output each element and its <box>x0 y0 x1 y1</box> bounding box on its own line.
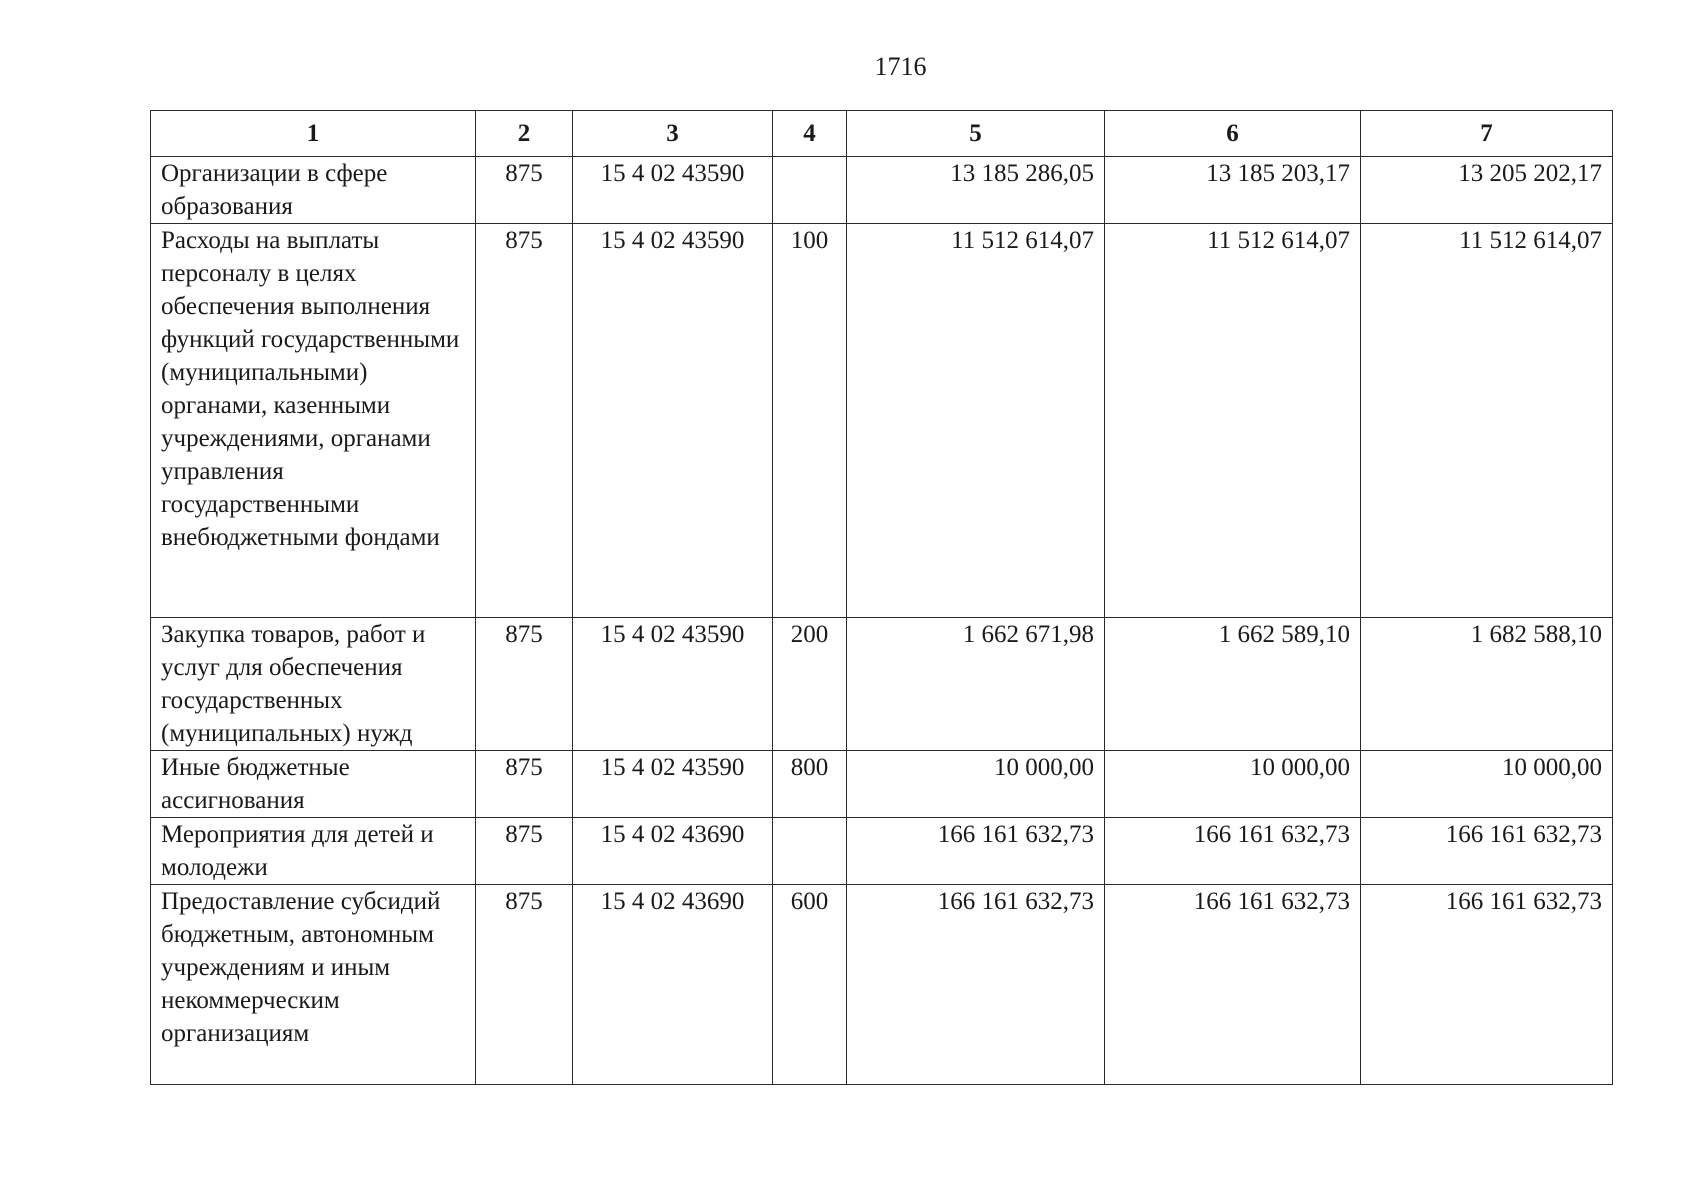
row-target-code: 15 4 02 43590 <box>573 224 773 618</box>
row-sum-2: 13 185 203,17 <box>1105 157 1361 224</box>
row-sum-2: 166 161 632,73 <box>1105 818 1361 885</box>
row-target-code: 15 4 02 43590 <box>573 618 773 751</box>
row-target-code: 15 4 02 43590 <box>573 157 773 224</box>
row-target-code: 15 4 02 43690 <box>573 818 773 885</box>
row-sum-1: 13 185 286,05 <box>847 157 1105 224</box>
header-col-1: 1 <box>151 111 476 157</box>
row-sum-1: 11 512 614,07 <box>847 224 1105 618</box>
row-sum-3: 1 682 588,10 <box>1361 618 1613 751</box>
header-col-2: 2 <box>476 111 573 157</box>
row-ministry: 875 <box>476 818 573 885</box>
row-sum-2: 10 000,00 <box>1105 751 1361 818</box>
table-row <box>151 157 1613 224</box>
row-sum-2: 166 161 632,73 <box>1105 885 1361 1085</box>
table-row <box>151 224 1613 618</box>
row-name: Мероприятия для детей и молодежи <box>151 818 476 885</box>
table-row <box>151 618 1613 751</box>
row-name: Закупка товаров, работ и услуг для обеспечения государственных (муниципальных) нужд <box>151 618 476 751</box>
table-row <box>151 818 1613 885</box>
row-name: Организации в сфере образования <box>151 157 476 224</box>
row-ministry: 875 <box>476 751 573 818</box>
header-col-4: 4 <box>773 111 847 157</box>
row-target-code: 15 4 02 43690 <box>573 885 773 1085</box>
row-sum-1: 1 662 671,98 <box>847 618 1105 751</box>
row-expense-type: 600 <box>773 885 847 1085</box>
row-sum-3: 11 512 614,07 <box>1361 224 1613 618</box>
row-sum-3: 10 000,00 <box>1361 751 1613 818</box>
row-sum-1: 166 161 632,73 <box>847 818 1105 885</box>
row-ministry: 875 <box>476 157 573 224</box>
row-name: Расходы на выплаты персоналу в целях обеспечения выполнения функций государственными (муниципальными) органами, казенными учреждениями, органами управления государственными внебюджетными фондами <box>151 224 476 618</box>
row-expense-type: 200 <box>773 618 847 751</box>
row-name: Предоставление субсидий бюджетным, автономным учреждениям и иным некоммерческим организациям <box>151 885 476 1085</box>
row-sum-1: 10 000,00 <box>847 751 1105 818</box>
table-row <box>151 751 1613 818</box>
row-expense-type <box>773 157 847 224</box>
budget-table <box>150 110 1613 1085</box>
row-ministry: 875 <box>476 885 573 1085</box>
row-sum-2: 11 512 614,07 <box>1105 224 1361 618</box>
row-sum-2: 1 662 589,10 <box>1105 618 1361 751</box>
header-col-3: 3 <box>573 111 773 157</box>
row-ministry: 875 <box>476 618 573 751</box>
row-expense-type: 100 <box>773 224 847 618</box>
header-col-7: 7 <box>1361 111 1613 157</box>
row-sum-1: 166 161 632,73 <box>847 885 1105 1085</box>
header-col-5: 5 <box>847 111 1105 157</box>
table-header-row <box>151 111 1613 157</box>
row-sum-3: 166 161 632,73 <box>1361 818 1613 885</box>
row-sum-3: 13 205 202,17 <box>1361 157 1613 224</box>
table-row <box>151 885 1613 1085</box>
row-ministry: 875 <box>476 224 573 618</box>
row-target-code: 15 4 02 43590 <box>573 751 773 818</box>
row-name: Иные бюджетные ассигнования <box>151 751 476 818</box>
row-sum-3: 166 161 632,73 <box>1361 885 1613 1085</box>
header-col-6: 6 <box>1105 111 1361 157</box>
page-number: 1716 <box>874 52 927 81</box>
row-expense-type: 800 <box>773 751 847 818</box>
row-expense-type <box>773 818 847 885</box>
